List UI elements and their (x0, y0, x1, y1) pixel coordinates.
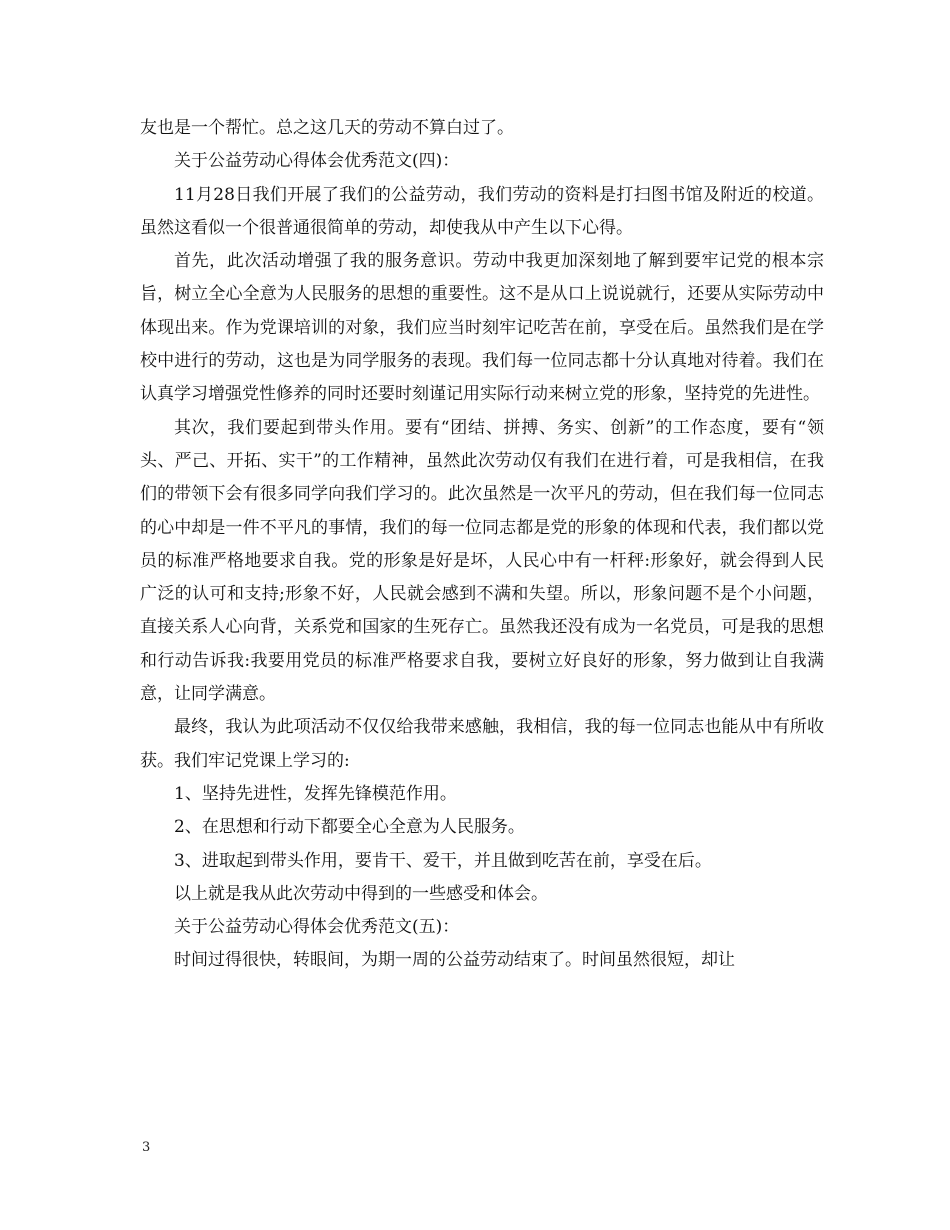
document-body (140, 112, 824, 978)
section-heading-five: 关于公益劳动心得体会优秀范文(五)： (174, 917, 460, 938)
paragraph-summary: 以上就是我从此次劳动中得到的一些感受和体会。 (174, 883, 548, 904)
section-heading-four: 关于公益劳动心得体会优秀范文(四)： (174, 151, 460, 172)
page-number: 3 (142, 1140, 151, 1155)
list-item-2: 2、在思想和行动下都要全心全意为人民服务。 (174, 817, 525, 838)
paragraph-intro: 11月28日我们开展了我们的公益劳动，我们劳动的资料是打扫图书馆及附近的校道。虽然这看似一个很普通很简单的劳动，却使我从中产生以下心得。 (140, 184, 824, 238)
list-item-1: 1、坚持先进性，发挥先锋模范作用。 (174, 783, 457, 804)
paragraph-first-point: 首先，此次活动增强了我的服务意识。劳动中我更加深刻地了解到要牢记党的根本宗旨，树立全心全意为人民服务的思想的重要性。这不是从口上说说就行，还要从实际劳动中体现出来。作为党课培训的对象，我们应当时刻牢记吃苦在前，享受在后。虽然我们是在学校中进行的劳动，这也是为同学服务的表现。我们每一位同志都十分认真地对待着。我们在认真学习增强党性修养的同时还要时刻谨记用实际行动来树立党的形象，坚持党的先进性。 (140, 251, 824, 405)
list-item-3: 3、进取起到带头作用，要肯干、爱干，并且做到吃苦在前，享受在后。 (174, 850, 712, 871)
paragraph-section-five-start: 时间过得很快，转眼间，为期一周的公益劳动结束了。时间虽然很短，却让 (174, 950, 735, 971)
paragraph-continuation: 友也是一个帮忙。总之这几天的劳动不算白过了。 (140, 118, 514, 138)
paragraph-second-point: 其次，我们要起到带头作用。要有“团结、拼搏、务实、创新”的工作态度，要有“领头、严己、开拓、实干”的工作精神，虽然此次劳动仅有我们在进行着，可是我相信，在我们的带领下会有很多同学向我们学习的。此次虽然是一次平凡的劳动，但在我们每一位同志的心中却是一件不平凡的事情，我们的每一位同志都是党的形象的体现和代表，我们都以党员的标准严格地要求自我。党的形象是好是坏，人民心中有一杆秤:形象好，就会得到人民广泛的认可和支持;形象不好，人民就会感到不满和失望。所以，形象问题不是个小问题，直接关系人心向背，关系党和国家的生死存亡。虽然我还没有成为一名党员，可是我的思想和行动告诉我:我要用党员的标准严格要求自我，要树立好良好的形象，努力做到让自我满意，让同学满意。 (140, 417, 824, 705)
paragraph-final-point: 最终，我认为此项活动不仅仅给我带来感触，我相信，我的每一位同志也能从中有所收获。我们牢记党课上学习的: (140, 717, 824, 771)
